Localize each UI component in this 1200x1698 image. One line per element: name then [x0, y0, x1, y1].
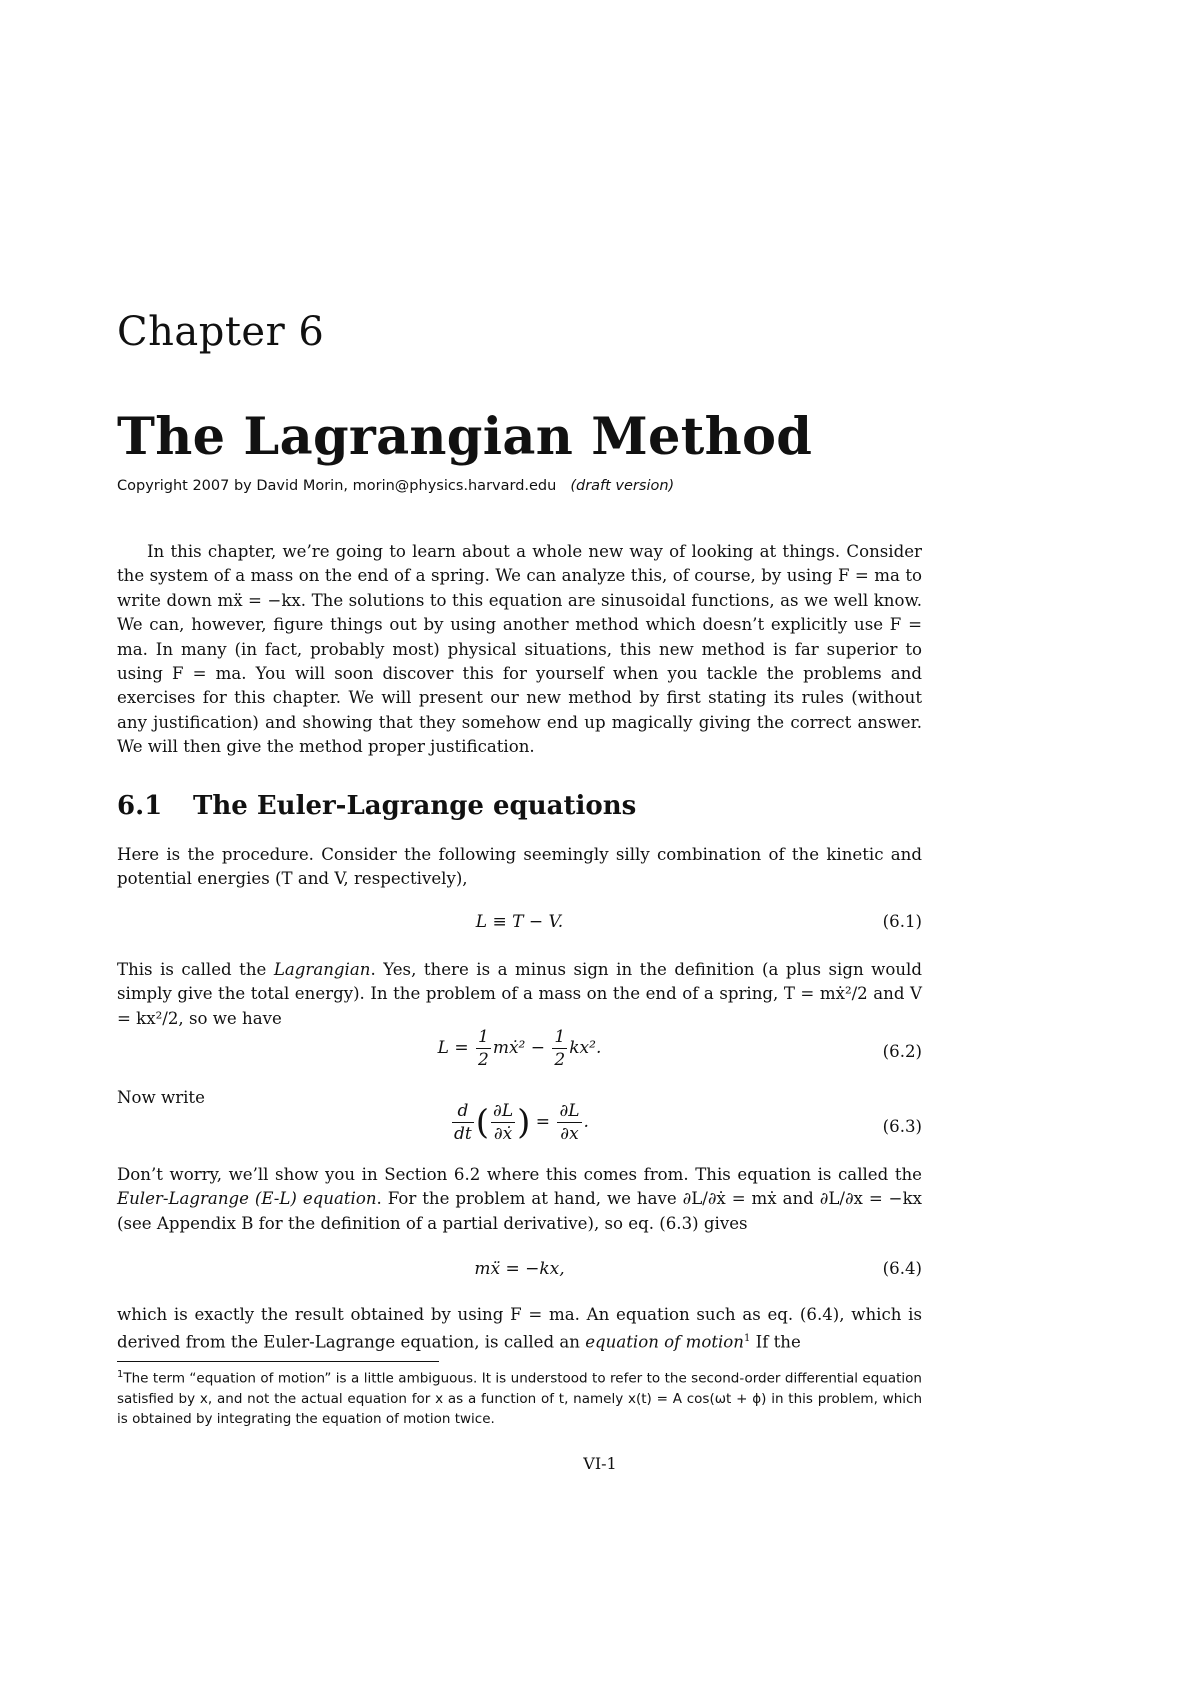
eq3-right-paren: ) — [517, 1102, 531, 1143]
equation-6-4 — [117, 1259, 922, 1299]
equation-6-2 — [117, 1026, 922, 1084]
footnote — [117, 1365, 922, 1429]
equation-6-1-body: L ≡ T − V. — [475, 912, 564, 932]
eq2-fraction-1: $\frac{1}{2}$ — [478, 1027, 489, 1070]
equation-6-4-number: (6.4) — [882, 1259, 922, 1278]
footnote-reference[interactable]: 1 — [743, 1333, 751, 1345]
chapter-title: The Lagrangian Method — [117, 407, 813, 467]
paragraph-equation-of-motion — [117, 1303, 922, 1355]
paragraph-now-write: Now write — [117, 1088, 205, 1107]
eq3-partial-position: $\frac{\partial L}{\partial x}$ — [559, 1101, 580, 1144]
equation-6-4-body: mẍ = −kx, — [474, 1259, 565, 1279]
equation-6-3-number: (6.3) — [882, 1117, 922, 1136]
paragraph-procedure: Here is the procedure. Consider the following seemingly silly combination of the kinetic and potential energies (T and V, respectively), — [117, 845, 922, 889]
copyright-text: Copyright 2007 by David Morin, morin@physics.harvard.edu — [117, 478, 557, 494]
eq3-time-derivative: $\frac{d}{dt}$ — [454, 1101, 472, 1144]
eq2-fraction-2: $\frac{1}{2}$ — [554, 1027, 566, 1070]
footnote-divider — [117, 1361, 439, 1362]
term-lagrangian: Lagrangian — [273, 960, 371, 979]
term-equation-of-motion: equation of motion — [585, 1332, 744, 1352]
eq3-partial-velocity: $\frac{\partial L}{\text{∂ẋ}}$ — [493, 1101, 514, 1144]
p5-text-a: which is exactly the result obtained by using F = ma. An equation such as eq. (6.4), which is derived from the Euler-Lagrange equation, is called an — [117, 1305, 922, 1352]
eq2-lhs: L = — [437, 1038, 474, 1058]
p2-text-a: This is called the — [117, 960, 274, 979]
equation-6-1-number: (6.1) — [882, 912, 922, 931]
eq3-period: . — [583, 1112, 589, 1132]
equation-6-2-number: (6.2) — [882, 1042, 922, 1061]
p4-text-a: Don’t worry, we’ll show you in Section 6.2 where this comes from. This equation is called the — [117, 1165, 922, 1184]
term-euler-lagrange: Euler-Lagrange (E-L) equation — [117, 1189, 377, 1209]
footnote-mark: 1 — [117, 1369, 124, 1380]
eq3-equals: = — [530, 1112, 556, 1132]
section-heading — [117, 790, 636, 822]
draft-note: (draft version) — [570, 478, 675, 494]
p2-text-b: . Yes, there is a minus sign in the definition (a plus sign would simply give the total energy). In the problem of a mass on the end of a spring, T = mẋ²/2 and V = kx²/2, so we have — [117, 960, 922, 1028]
equation-6-2-body — [117, 1026, 922, 1071]
p4-text-b: . For the problem at hand, we have ∂L/∂ẋ = mẋ and ∂L/∂x = −kx (see Appendix B for the definition of a partial derivative), so eq. (6.3) gives — [117, 1189, 922, 1233]
p5-text-b: If the — [750, 1332, 801, 1352]
paragraph-lagrangian — [117, 958, 922, 1031]
copyright-line — [117, 475, 674, 497]
eq3-left-paren: ( — [475, 1102, 490, 1143]
section-number: 6.1 — [117, 791, 163, 821]
equation-6-3 — [117, 1100, 922, 1162]
page-number: VI-1 — [583, 1454, 617, 1473]
equation-6-1 — [117, 912, 922, 952]
eq2-tail: kx². — [569, 1038, 602, 1058]
intro-paragraph: In this chapter, we’re going to learn about a whole new way of looking at things. Consider the system of a mass on the end of a spring. We can analyze this, of course, by using F = ma to write down mẍ = −kx. The solutions to this equation are sinusoidal functions, as we well know. We can, however, figure things out by using another method which doesn’t explicitly use F = ma. In many (in fact, probably most) physical situations, this new method is far superior to using F = ma. You will soon discover this for yourself when you tackle the problems and exercises for this chapter. We will present our new method by first stating its rules (without any justification) and showing that they somehow end up magically giving the correct answer. We will then give the method proper justification. — [117, 542, 922, 757]
paragraph-euler-lagrange — [117, 1163, 922, 1236]
section-title: The Euler-Lagrange equations — [193, 791, 637, 821]
footnote-text: The term “equation of motion” is a little ambiguous. It is understood to refer to the second-order differential equation satisfied by x, and not the actual equation for x as a function of t, namely x(t) = A cos(ωt + ϕ) in this problem, which is obtained by integrating the equation of motion twice. — [117, 1370, 922, 1427]
eq2-mid: mẋ² − — [492, 1038, 551, 1058]
chapter-label: Chapter 6 — [117, 309, 325, 355]
equation-6-3-body — [117, 1100, 922, 1145]
